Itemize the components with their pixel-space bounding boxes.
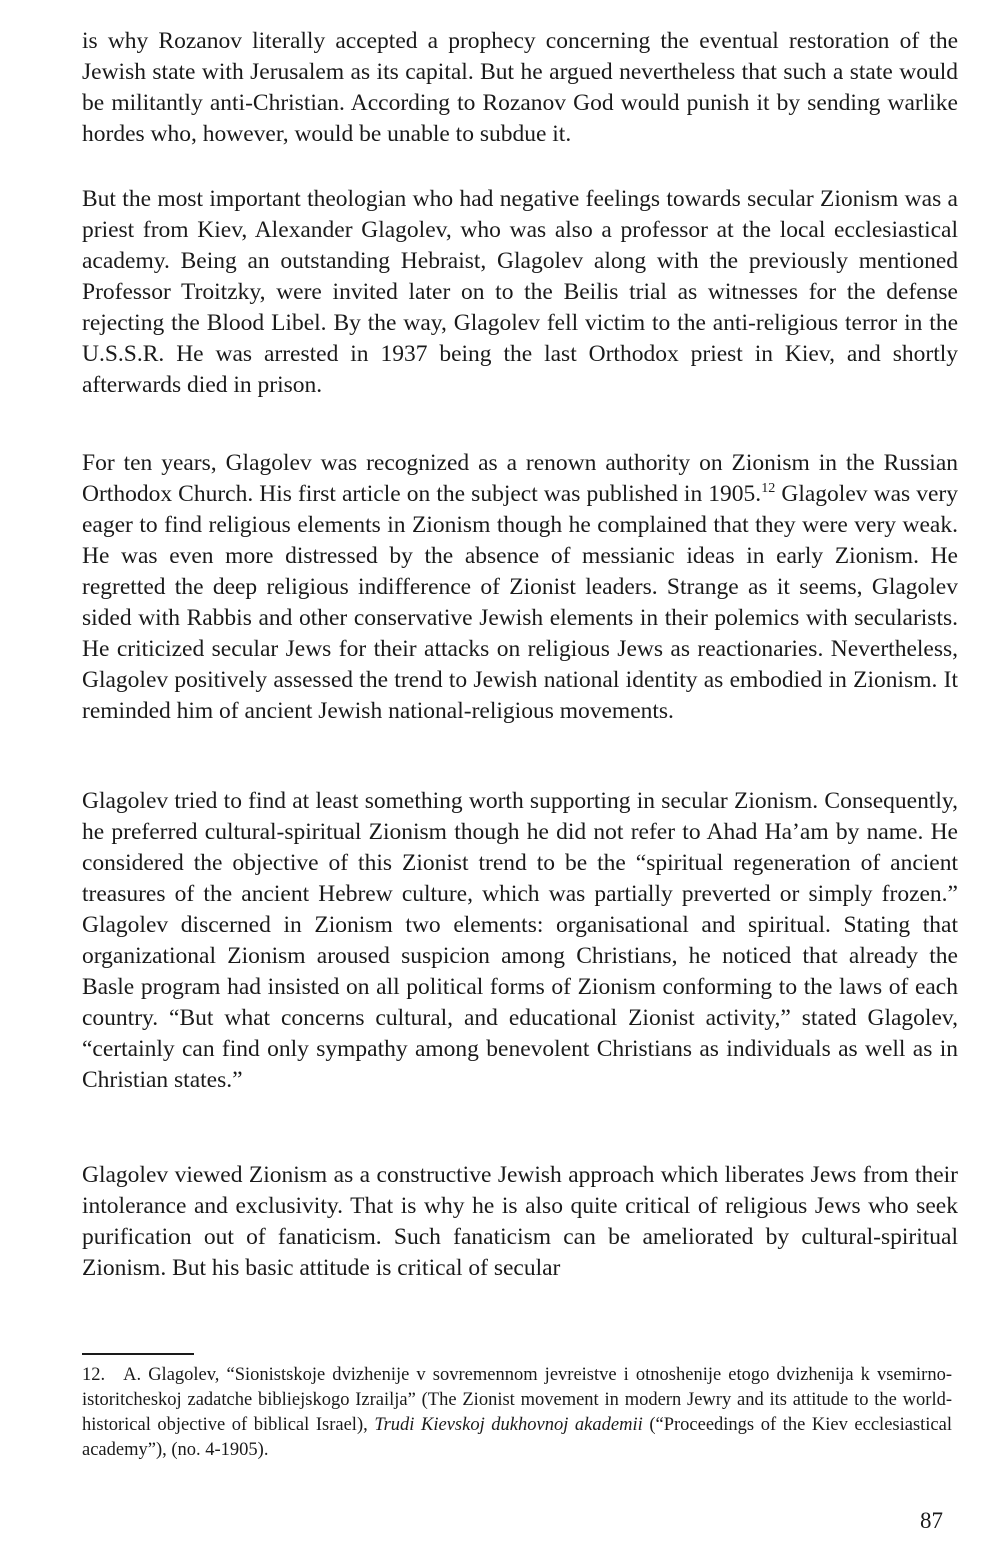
footnote-journal-title: Trudi Kievskoj dukhovnoj akademii — [374, 1415, 643, 1435]
paragraph-text-end: Glagolev was very eager to find religious elements in Zionism though he complained that they were very weak. He was even more distressed by the absence of messianic ideas in early Zionism. He regretted the deep religious indifference of Zionist leaders. Strange as it seems, Glagolev sided with Rabbis and other conservative Jewish elements in their polemics with secularists. He criticized secular Jews for their attacks on religious Jews as reactionaries. Nevertheless, Glagolev positively assessed the trend to Jewish national identity as embodied in Zionism. It reminded him of ancient Jewish national-religious movements. — [82, 481, 958, 724]
footnote-number: 12. — [82, 1365, 106, 1385]
paragraph-glagolev-authority — [82, 448, 958, 727]
footnote-12 — [82, 1363, 952, 1463]
paragraph-text-start: For ten years, Glagolev was recognized as a renown authority on Zionism in the Russian Orthodox Church. His first article on the subject was published in 1905. — [82, 450, 958, 507]
paragraph-glagolev-intro: But the most important theologian who had negative feelings towards secular Zionism was a priest from Kiev, Alexander Glagolev, who was also a professor at the local ecclesiastical academy. Being an outstanding Hebraist, Glagolev along with the previously mentioned Professor Troitzky, were invited later on to the Beilis trial as witnesses for the defense rejecting the Blood Libel. By the way, Glagolev fell victim to the anti-religious terror in the U.S.S.R. He was arrested in 1937 being the last Orthodox priest in Kiev, and shortly afterwards died in prison. — [82, 186, 958, 398]
footnote-reference: 12 — [761, 480, 776, 497]
page-number: 87 — [920, 1508, 943, 1533]
paragraph-constructive-approach: Glagolev viewed Zionism as a constructive Jewish approach which liberates Jews from their intolerance and exclusivity. That is why he is also quite critical of religious Jews who seek purification out of fanaticism. Such fanaticism can be ameliorated by cultural-spiritual Zionism. But his basic attitude is critical of secular — [82, 1162, 958, 1281]
paragraph-rozanov-prophecy: is why Rozanov literally accepted a prophecy concerning the eventual restoration of the Jewish state with Jerusalem as its capital. But he argued nevertheless that such a state would be militantly anti-Christian. According to Rozanov God would punish it by sending warlike hordes who, however, would be unable to subdue it. — [82, 28, 958, 147]
footnote-citation: A. Glagolev, “Sionistskoje dvizhenije v sovremennom jevreistve i otnoshenije etogo dvizhenija k vsemirno-istoritcheskoj zadatche bibliejskogo Izrailja” (The Zionist movement in modern Jewry and its attitude to the world-historical objective of biblical Israel), — [82, 1365, 952, 1435]
footnote-citation-tail: (“Proceedings of the Kiev ecclesiastical academy”), (no. 4-1905). — [82, 1415, 952, 1460]
paragraph-cultural-zionism: Glagolev tried to find at least something worth supporting in secular Zionism. Consequently, he preferred cultural-spiritual Zionism though he did not refer to Ahad Ha’am by name. He considered the objective of this Zionist trend to be the “spiritual regeneration of ancient treasures of the ancient Hebrew culture, which was partially preverted or simply frozen.” Glagolev discerned in Zionism two elements: organisational and spiritual. Stating that organizational Zionism aroused suspicion among Christians, he noticed that already the Basle program had insisted on all political forms of Zionism conforming to the laws of each country. “But what concerns cultural, and educational Zionist activity,” stated Glagolev, “certainly can find only sympathy among benevolent Christians as individuals as well as in Christian states.” — [82, 788, 958, 1093]
footnote-divider — [82, 1353, 194, 1355]
